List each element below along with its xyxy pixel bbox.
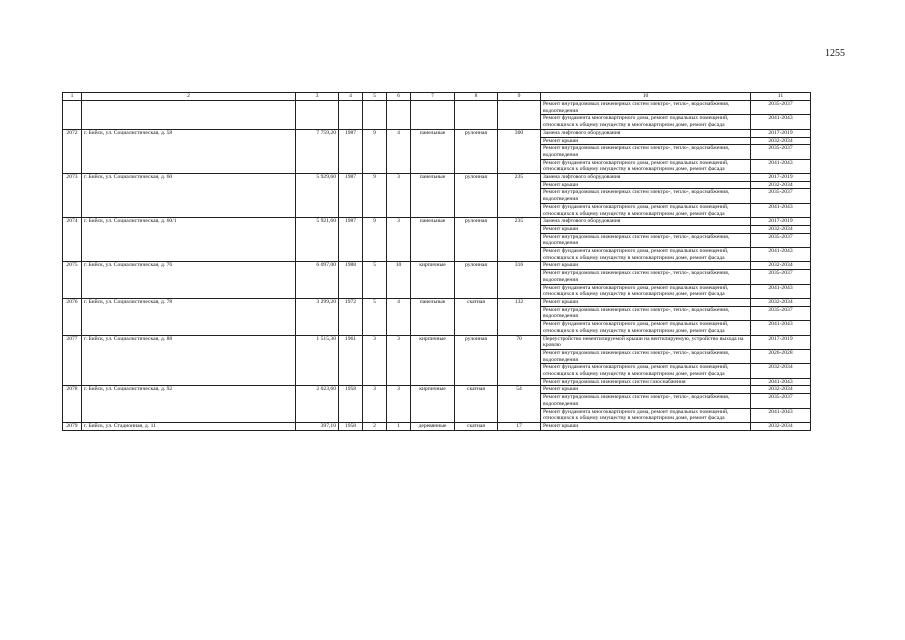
years-cell: 2041-2043 (751, 115, 811, 129)
table-row (63, 129, 811, 137)
work-cell: Ремонт внутридомовых инженерных систем электро-, тепло-, водоснабжения, водоотведения (541, 349, 751, 363)
years-cell: 2026-2028 (751, 349, 811, 363)
work-cell: Ремонт фундамента многоквартирного дома, ремонт подвальных помещений, относящихся к общему имуществу в многоквартирном доме, ремонт фасада (541, 321, 751, 335)
years-cell: 2035-2037 (751, 394, 811, 408)
years-cell: 2041-2043 (751, 248, 811, 262)
work-cell: Ремонт крыши (541, 181, 751, 189)
address-cell: г. Бийск, ул. Социалистическая, д. 92 (82, 386, 296, 423)
table-row (63, 386, 811, 394)
roof-cell: рулонная (455, 335, 498, 386)
col-header: 6 (387, 93, 411, 101)
address-cell: г. Бийск, ул. Социалистическая, д. 60/1 (82, 218, 296, 262)
work-cell: Ремонт внутридомовых инженерных систем электро-, тепло-, водоснабжения, водоотведения (541, 189, 751, 203)
floors-cell (363, 101, 387, 130)
address-cell: г. Бийск, ул. Социалистическая, д. 88 (82, 335, 296, 386)
walls-cell: панельные (411, 298, 455, 335)
work-cell: Ремонт фундамента многоквартирного дома, ремонт подвальных помещений, относящихся к общему имуществу в многоквартирном доме, ремонт фасада (541, 115, 751, 129)
work-cell: Ремонт внутридомовых инженерных систем электро-, тепло-, водоснабжения, водоотведения (541, 306, 751, 320)
work-cell: Ремонт крыши (541, 225, 751, 233)
column-number-row (63, 93, 811, 101)
roof-cell: рулонная (455, 174, 498, 218)
col-header: 10 (541, 93, 751, 101)
work-cell: Ремонт крыши (541, 422, 751, 430)
table-row (63, 298, 811, 306)
work-cell: Ремонт внутридомовых инженерных систем электро-, тепло-, водоснабжения, водоотведения (541, 233, 751, 247)
table-row (63, 174, 811, 182)
area-cell: 3 299,20 (296, 298, 339, 335)
entrances-cell: 3 (387, 218, 411, 262)
table-body (63, 101, 811, 431)
no-cell: 2074 (63, 218, 82, 262)
years-cell: 2041-2043 (751, 408, 811, 422)
work-cell: Ремонт крыши (541, 137, 751, 145)
entrances-cell: 4 (387, 129, 411, 173)
entrances-cell (387, 101, 411, 130)
roof-cell (455, 101, 498, 130)
years-cell: 2032-2034 (751, 137, 811, 145)
year-cell: 1972 (339, 298, 363, 335)
address-cell: г. Бийск, ул. Социалистическая, д. 60 (82, 174, 296, 218)
work-cell: Ремонт фундамента многоквартирного дома, ремонт подвальных помещений, относящихся к общему имуществу в многоквартирном доме, ремонт фасада (541, 248, 751, 262)
year-cell: 1987 (339, 174, 363, 218)
walls-cell (411, 101, 455, 130)
flats-cell (498, 101, 541, 130)
years-cell: 2032-2034 (751, 181, 811, 189)
flats-cell: 70 (498, 335, 541, 386)
work-cell: Ремонт крыши (541, 386, 751, 394)
table-row (63, 262, 811, 270)
floors-cell: 9 (363, 174, 387, 218)
col-header: 3 (296, 93, 339, 101)
walls-cell: панельные (411, 174, 455, 218)
work-cell: Ремонт фундамента многоквартирного дома, ремонт подвальных помещений, относящихся к общему имуществу в многоквартирном доме, ремонт фасада (541, 284, 751, 298)
work-cell: Ремонт фундамента многоквартирного дома, ремонт подвальных помещений, относящихся к общему имуществу в многоквартирном доме, ремонт фасада (541, 203, 751, 217)
floors-cell: 3 (363, 386, 387, 423)
flats-cell: 54 (498, 386, 541, 423)
col-header: 4 (339, 93, 363, 101)
years-cell: 2035-2037 (751, 233, 811, 247)
no-cell: 2075 (63, 262, 82, 299)
entrances-cell: 3 (387, 174, 411, 218)
floors-cell: 9 (363, 218, 387, 262)
entrances-cell: 1 (387, 422, 411, 430)
floors-cell: 9 (363, 129, 387, 173)
years-cell: 2041-2043 (751, 159, 811, 173)
years-cell: 2035-2037 (751, 189, 811, 203)
floors-cell: 3 (363, 335, 387, 386)
walls-cell: кирпичные (411, 386, 455, 423)
area-cell: 5 929,60 (296, 174, 339, 218)
address-cell: г. Бийск, ул. Социалистическая, д. 78 (82, 298, 296, 335)
entrances-cell: 3 (387, 386, 411, 423)
entrances-cell: 4 (387, 298, 411, 335)
walls-cell: панельные (411, 218, 455, 262)
work-cell: Ремонт крыши (541, 298, 751, 306)
col-header: 2 (82, 93, 296, 101)
no-cell: 2076 (63, 298, 82, 335)
capital-repair-table (62, 92, 811, 431)
floors-cell: 5 (363, 262, 387, 299)
years-cell: 2035-2037 (751, 101, 811, 115)
roof-cell: рулонная (455, 218, 498, 262)
walls-cell: панельные (411, 129, 455, 173)
years-cell: 2017-2019 (751, 174, 811, 182)
years-cell: 2032-2034 (751, 225, 811, 233)
flats-cell: 17 (498, 422, 541, 430)
work-cell: Ремонт внутридомовых инженерных систем газоснабжения (541, 378, 751, 386)
years-cell: 2017-2019 (751, 218, 811, 226)
walls-cell: кирпичные (411, 335, 455, 386)
roof-cell: рулонная (455, 262, 498, 299)
years-cell: 2032-2034 (751, 364, 811, 378)
work-cell: Замена лифтового оборудования (541, 129, 751, 137)
year-cell: 1958 (339, 422, 363, 430)
work-cell: Ремонт внутридомовых инженерных систем электро-, тепло-, водоснабжения, водоотведения (541, 394, 751, 408)
area-cell: 1 515,30 (296, 335, 339, 386)
col-header: 9 (498, 93, 541, 101)
years-cell: 2041-2043 (751, 284, 811, 298)
floors-cell: 5 (363, 298, 387, 335)
work-cell: Ремонт фундамента многоквартирного дома, ремонт подвальных помещений, относящихся к общему имуществу в многоквартирном доме, ремонт фасада (541, 159, 751, 173)
col-header: 5 (363, 93, 387, 101)
work-cell: Ремонт внутридомовых инженерных систем электро-, тепло-, водоснабжения, водоотведения (541, 270, 751, 284)
years-cell: 2032-2034 (751, 422, 811, 430)
years-cell: 2032-2034 (751, 386, 811, 394)
flats-cell: 300 (498, 129, 541, 173)
walls-cell: деревянные (411, 422, 455, 430)
flats-cell: 235 (498, 174, 541, 218)
work-cell: Переустройство невентилируемой крыши на вентилируемую, устройство выхода на кровлю (541, 335, 751, 349)
years-cell: 2017-2019 (751, 129, 811, 137)
col-header: 11 (751, 93, 811, 101)
work-cell: Замена лифтового оборудования (541, 218, 751, 226)
year-cell (339, 101, 363, 130)
table-row (63, 218, 811, 226)
years-cell: 2035-2037 (751, 306, 811, 320)
area-cell: 6 097,00 (296, 262, 339, 299)
table-row (63, 335, 811, 349)
work-cell: Ремонт внутридомовых инженерных систем электро-, тепло-, водоснабжения, водоотведения (541, 145, 751, 159)
years-cell: 2041-2043 (751, 203, 811, 217)
years-cell: 2035-2037 (751, 270, 811, 284)
year-cell: 1961 (339, 335, 363, 386)
no-cell: 2079 (63, 422, 82, 430)
table-row (63, 422, 811, 430)
roof-cell: рулонная (455, 129, 498, 173)
table-row (63, 101, 811, 115)
years-cell: 2041-2043 (751, 378, 811, 386)
flats-cell: 235 (498, 218, 541, 262)
entrances-cell: 10 (387, 262, 411, 299)
work-cell: Ремонт внутридомовых инженерных систем электро-, тепло-, водоснабжения, водоотведения (541, 101, 751, 115)
years-cell: 2017-2019 (751, 335, 811, 349)
area-cell: 7 759,20 (296, 129, 339, 173)
address-cell: г. Бийск, ул. Стадионная, д. 11 (82, 422, 296, 430)
roof-cell: скатная (455, 422, 498, 430)
area-cell (296, 101, 339, 130)
col-header: 8 (455, 93, 498, 101)
address-cell (82, 101, 296, 130)
no-cell (63, 101, 82, 130)
no-cell: 2078 (63, 386, 82, 423)
roof-cell: скатная (455, 298, 498, 335)
work-cell: Ремонт фундамента многоквартирного дома, ремонт подвальных помещений, относящихся к общему имуществу в многоквартирном доме, ремонт фасада (541, 364, 751, 378)
col-header: 7 (411, 93, 455, 101)
roof-cell: скатная (455, 386, 498, 423)
years-cell: 2032-2034 (751, 262, 811, 270)
flats-cell: 316 (498, 262, 541, 299)
work-cell: Ремонт фундамента многоквартирного дома, ремонт подвальных помещений, относящихся к общему имуществу в многоквартирном доме, ремонт фасада (541, 408, 751, 422)
year-cell: 1988 (339, 262, 363, 299)
work-cell: Ремонт крыши (541, 262, 751, 270)
area-cell: 397,10 (296, 422, 339, 430)
year-cell: 1987 (339, 218, 363, 262)
walls-cell: кирпичные (411, 262, 455, 299)
no-cell: 2077 (63, 335, 82, 386)
year-cell: 1987 (339, 129, 363, 173)
address-cell: г. Бийск, ул. Социалистическая, д. 76 (82, 262, 296, 299)
area-cell: 5 921,60 (296, 218, 339, 262)
page-number: 1255 (825, 48, 845, 59)
floors-cell: 2 (363, 422, 387, 430)
work-cell: Замена лифтового оборудования (541, 174, 751, 182)
years-cell: 2035-2037 (751, 145, 811, 159)
col-header: 1 (63, 93, 82, 101)
no-cell: 2073 (63, 174, 82, 218)
no-cell: 2072 (63, 129, 82, 173)
years-cell: 2032-2034 (751, 298, 811, 306)
years-cell: 2041-2043 (751, 321, 811, 335)
entrances-cell: 3 (387, 335, 411, 386)
address-cell: г. Бийск, ул. Социалистическая, д. 58 (82, 129, 296, 173)
year-cell: 1958 (339, 386, 363, 423)
area-cell: 2 023,60 (296, 386, 339, 423)
flats-cell: 132 (498, 298, 541, 335)
